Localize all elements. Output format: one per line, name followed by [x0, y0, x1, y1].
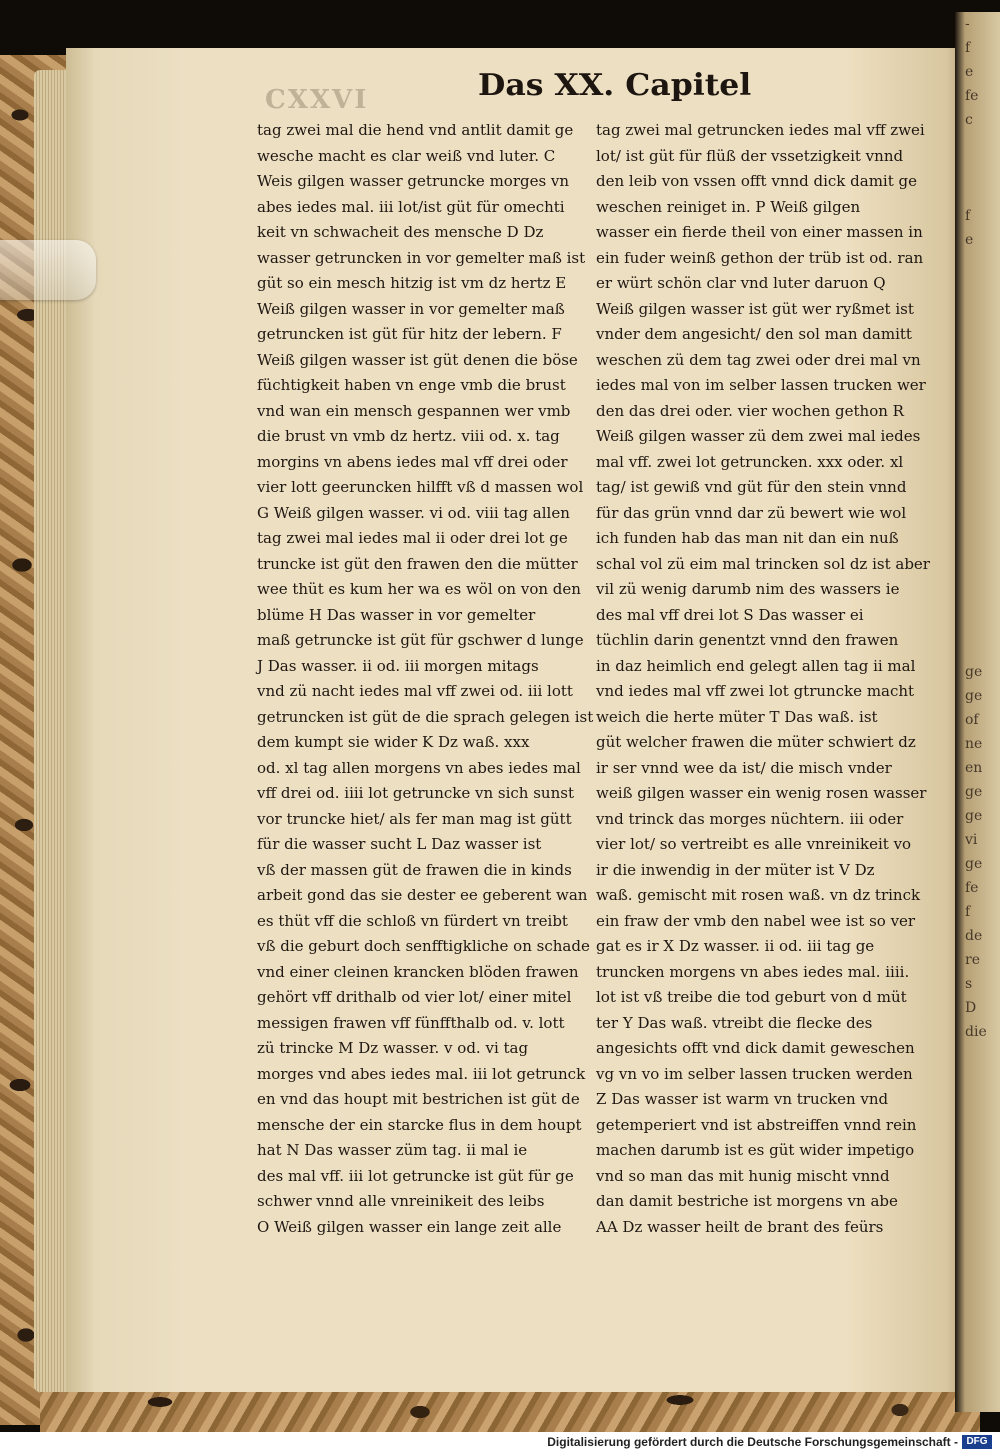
text-line: vg vn vo im selber lassen trucken werden: [596, 1064, 913, 1083]
text-line: messigen frawen vff fünffthalb od. v. lott: [257, 1013, 565, 1032]
text-line: en vnd das houpt mit bestrichen ist güt de: [257, 1090, 580, 1108]
text-line: Weiß gilgen wasser ist güt wer ryßmet ist: [596, 299, 914, 318]
text-line: in daz heimlich end gelegt allen tag ii mal: [596, 656, 916, 675]
text-line: mensche der ein starcke flus in dem houpt: [257, 1115, 582, 1134]
text-line: tüchlin darin genentzt vnnd den frawen: [596, 631, 899, 649]
text-line: arbeit gond das sie dester ee geberent wan: [257, 886, 588, 904]
text-line: vnd zü nacht iedes mal vff zwei od. iii lott: [257, 682, 573, 700]
text-line: iedes mal von im selber lassen trucken wer: [596, 376, 926, 394]
text-line: getruncken ist güt de die sprach gelegen ist: [257, 707, 594, 726]
text-line: gehört vff drithalb od vier lot/ einer mitel: [257, 988, 572, 1006]
text-line: güt so ein mesch hitzig ist vm dz hertz E: [257, 274, 567, 292]
text-line: den das drei oder. vier wochen gethon R: [596, 401, 904, 420]
text-line: vnd iedes mal vff zwei lot gtruncke macht: [596, 682, 915, 700]
show-through-folio: CXXVI: [265, 85, 369, 115]
text-line: für die wasser sucht L Daz wasser ist: [257, 835, 542, 853]
text-line: maß getruncke ist güt für gschwer d lunge: [257, 631, 584, 649]
text-line: füchtigkeit haben vn enge vmb die brust: [257, 376, 566, 394]
text-line: getruncken ist güt für hitz der lebern. F: [257, 325, 562, 343]
text-line: ir ser vnnd wee da ist/ die misch vnder: [596, 758, 892, 777]
text-line: es thüt vff die schloß vn fürdert vn treibt: [257, 911, 568, 930]
text-line: zü trincke M Dz wasser. v od. vi tag: [257, 1039, 529, 1057]
text-line: wasser getruncken in vor gemelter maß ist: [257, 248, 586, 267]
text-line: vß der massen güt de frawen die in kinds: [257, 860, 572, 879]
text-line: weich die herte müter T Das waß. ist: [596, 707, 878, 726]
running-head: Das XX. Capitel: [478, 68, 752, 103]
text-line: blüme H Das wasser in vor gemelter: [257, 605, 536, 624]
text-line: Z Das wasser ist warm vn trucken vnd: [596, 1090, 889, 1108]
text-line: J Das wasser. ii od. iii morgen mitags: [257, 656, 539, 675]
text-line: morges vnd abes iedes mal. iii lot getrunck: [257, 1064, 586, 1083]
text-line: angesichts offt vnd dick damit geweschen: [596, 1039, 915, 1057]
text-line: vil zü wenig darumb nim des wassers ie: [596, 580, 900, 598]
text-line: vnd trinck das morges nüchtern. iii oder: [596, 809, 904, 828]
text-line: den leib von vssen offt vnnd dick damit ge: [596, 172, 918, 190]
text-line: mal vff. zwei lot getruncken. xxx oder. xl: [596, 452, 904, 471]
footer-bar: [0, 1432, 1000, 1453]
text-line: abes iedes mal. iii lot/ist güt für omechti: [257, 197, 565, 216]
text-line: Weiß gilgen wasser ist güt denen die böse: [257, 350, 578, 369]
text-line: tag zwei mal die hend vnd antlit damit ge: [257, 121, 574, 139]
text-line: AA Dz wasser heilt de brant des feürs: [596, 1217, 884, 1236]
text-line: vnd wan ein mensch gespannen wer vmb: [257, 401, 571, 420]
text-line: machen darumb ist es güt wider impetigo: [596, 1141, 915, 1159]
facing-page-sliver: [955, 12, 1000, 1412]
text-line: Weiß gilgen wasser zü dem zwei mal iedes: [596, 427, 921, 445]
text-line: weiß gilgen wasser ein wenig rosen wasser: [596, 784, 927, 802]
text-line: lot ist vß treibe die tod geburt von d müt: [596, 988, 907, 1006]
text-column-left: [257, 118, 594, 1240]
text-line: O Weiß gilgen wasser ein lange zeit alle: [257, 1217, 562, 1236]
text-line: truncke ist güt den frawen den die mütter: [257, 554, 578, 573]
text-line: hat N Das wasser züm tag. ii mal ie: [257, 1141, 528, 1159]
text-line: gat es ir X Dz wasser. ii od. iii tag ge: [596, 937, 875, 955]
dfg-logo: DFG: [962, 1435, 992, 1449]
text-line: tag zwei mal iedes mal ii oder drei lot ge: [257, 529, 568, 547]
text-line: ir die inwendig in der müter ist V Dz: [596, 860, 875, 879]
text-line: des mal vff. iii lot getruncke ist güt für ge: [257, 1166, 574, 1185]
text-line: vß die geburt doch senfftigkliche on schade: [257, 937, 590, 955]
text-line: schwer vnnd alle vnreinikeit des leibs: [257, 1192, 545, 1210]
text-line: ich funden hab das man nit dan ein nuß: [596, 529, 899, 547]
text-line: vnd einer cleinen krancken blöden frawen: [257, 962, 579, 981]
text-line: vnd so man das mit hunig mischt vnnd: [596, 1166, 890, 1185]
text-line: weschen reiniget in. P Weiß gilgen: [596, 197, 861, 216]
text-line: güt welcher frawen die müter schwiert dz: [596, 733, 916, 751]
text-line: für das grün vnnd dar zü bewert wie wol: [596, 503, 907, 522]
text-line: wasser ein fierde theil von einer massen in: [596, 223, 923, 241]
text-line: morgins vn abens iedes mal vff drei oder: [257, 452, 568, 471]
text-line: wee thüt es kum her wa es wöl on von den: [257, 580, 581, 598]
text-line: die brust vn vmb dz hertz. viii od. x. tag: [257, 427, 560, 445]
footer-credit: Digitalisierung gefördert durch die Deutsche Forschungsgemeinschaft -: [547, 1435, 958, 1449]
facing-page-text: - f e fe c f e ge ge of ne en ge ge vi ge fe f de re s D die: [965, 16, 987, 1040]
text-line: ter Y Das waß. vtreibt die flecke des: [596, 1013, 873, 1032]
text-line: dan damit bestriche ist morgens vn abe: [596, 1192, 898, 1210]
text-line: vff drei od. iiii lot getruncke vn sich sunst: [257, 784, 574, 802]
text-line: ein fraw der vmb den nabel wee ist so ver: [596, 911, 916, 930]
text-line: vnder dem angesicht/ den sol man damitt: [596, 325, 912, 343]
page-clip: [0, 240, 96, 300]
text-line: Weiß gilgen wasser in vor gemelter maß: [257, 299, 565, 318]
text-line: vor truncke hiet/ als fer man mag ist gütt: [257, 809, 572, 828]
text-line: dem kumpt sie wider K Dz waß. xxx: [257, 733, 530, 751]
text-column-right: [596, 118, 930, 1240]
text-line: vier lott geeruncken hilfft vß d massen wol: [257, 478, 584, 496]
text-line: er würt schön clar vnd luter daruon Q: [596, 274, 886, 292]
text-line: schal vol zü eim mal trincken sol dz ist aber: [596, 554, 930, 573]
text-line: vier lot/ so vertreibt es alle vnreinikeit vo: [596, 835, 912, 853]
text-line: od. xl tag allen morgens vn abes iedes mal: [257, 758, 581, 777]
text-line: wesche macht es clar weiß vnd luter. C: [257, 146, 556, 165]
text-line: G Weiß gilgen wasser. vi od. viii tag allen: [257, 503, 570, 522]
text-line: getemperiert vnd ist abstreiffen vnnd rein: [596, 1115, 917, 1134]
text-line: des mal vff drei lot S Das wasser ei: [596, 605, 864, 624]
text-line: lot/ ist güt für flüß der vssetzigkeit vnnd: [596, 146, 904, 165]
text-line: tag zwei mal getruncken iedes mal vff zwei: [596, 121, 925, 139]
text-line: waß. gemischt mit rosen waß. vn dz trinck: [596, 886, 921, 904]
text-line: tag/ ist gewiß vnd güt für den stein vnnd: [596, 478, 907, 496]
text-line: keit vn schwacheit des mensche D Dz: [257, 223, 544, 241]
text-line: Weis gilgen wasser getruncke morges vn: [257, 172, 570, 190]
text-line: ein fuder weinß gethon der trüb ist od. ran: [596, 248, 924, 267]
text-line: truncken morgens vn abes iedes mal. iiii.: [596, 962, 910, 981]
text-line: weschen zü dem tag zwei oder drei mal vn: [596, 350, 921, 369]
